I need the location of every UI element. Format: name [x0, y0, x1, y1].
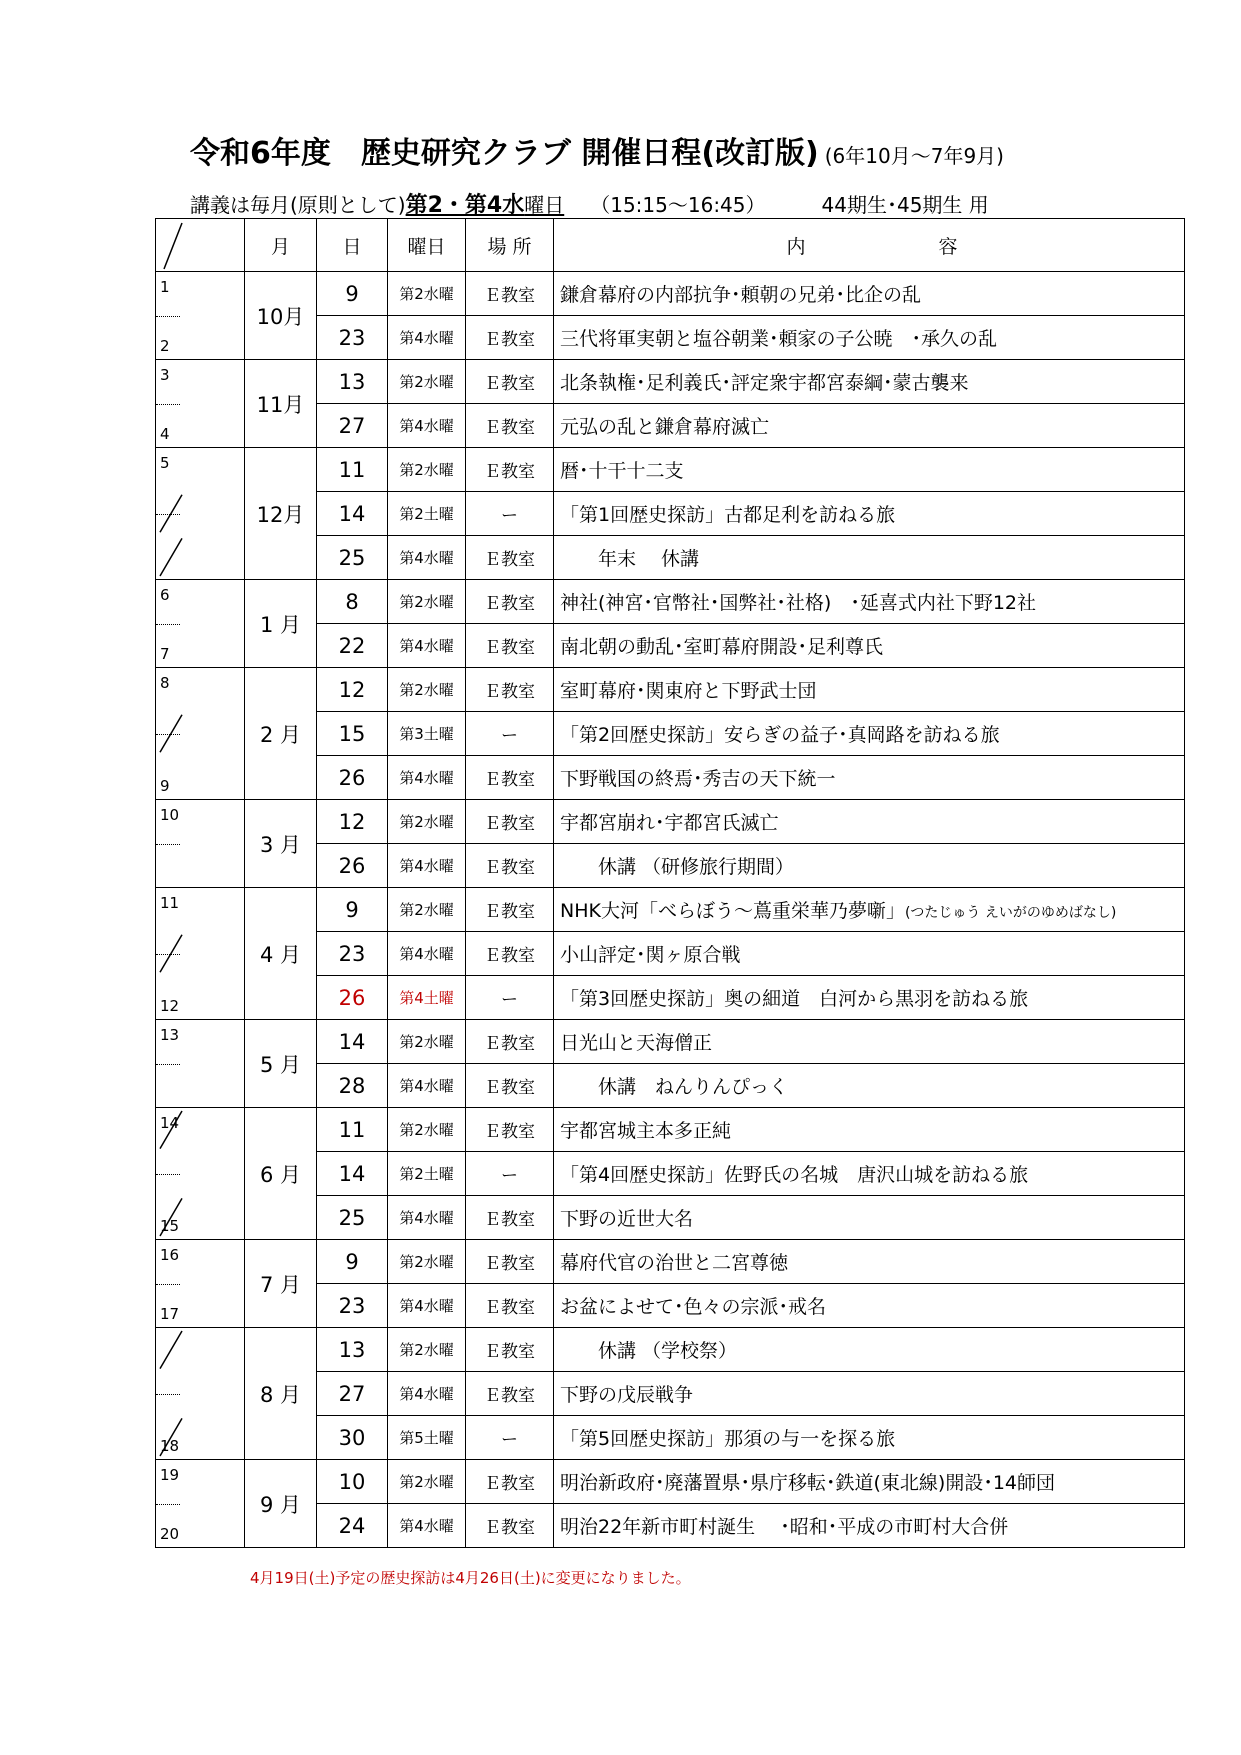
- title-main: 令和6年度 歴史研究クラブ 開催日程(改訂版): [190, 136, 819, 171]
- lecture-number-top: 13: [160, 1026, 180, 1044]
- day-cell: 22: [317, 624, 388, 668]
- weekday-cell: 第4水曜: [388, 756, 466, 800]
- day-cell: 9: [317, 888, 388, 932]
- content-text: 下野の近世大名: [560, 1208, 694, 1230]
- day-cell: 8: [317, 580, 388, 624]
- month-cell: 9 月: [245, 1460, 317, 1548]
- page-title: [190, 128, 1004, 172]
- header-content: 内 容: [554, 219, 1185, 272]
- content-text: 休講 （研修旅行期間）: [560, 856, 795, 878]
- lecture-number-cell: [156, 448, 245, 580]
- lecture-number-cell: [156, 1460, 245, 1548]
- content-text: 宇都宮城主本多正純: [560, 1120, 732, 1142]
- content-cell: [554, 624, 1185, 668]
- dotted-divider: [156, 1394, 180, 1395]
- content-text: 「第4回歴史探訪」佐野氏の名城 唐沢山城を訪ねる旅: [560, 1164, 1029, 1186]
- month-cell: 4 月: [245, 888, 317, 1020]
- content-text: 幕府代官の治世と二宮尊徳: [560, 1252, 789, 1274]
- subtitle-pre: 講義は毎月(原則として): [190, 193, 406, 217]
- day-cell: 24: [317, 1504, 388, 1548]
- weekday-cell: 第4水曜: [388, 1196, 466, 1240]
- day-cell: 23: [317, 932, 388, 976]
- place-cell: Ｅ教室: [466, 1108, 554, 1152]
- content-cell: [554, 888, 1185, 932]
- header-weekday: 曜日: [388, 219, 466, 272]
- lecture-number-bottom: 7: [160, 645, 170, 663]
- place-cell: Ｅ教室: [466, 1064, 554, 1108]
- content-cell: [554, 668, 1185, 712]
- subtitle-cohort: 44期生･45期生 用: [821, 193, 989, 217]
- title-period: (6年10月～7年9月): [824, 144, 1004, 168]
- month-cell: 11月: [245, 360, 317, 448]
- content-annotation: (つたじゅう えいがのゆめばなし): [904, 905, 1117, 921]
- dotted-divider: [156, 514, 180, 515]
- dotted-divider: [156, 316, 180, 317]
- weekday-cell: 第4水曜: [388, 536, 466, 580]
- day-cell: 27: [317, 1372, 388, 1416]
- table-row: [156, 1328, 1185, 1372]
- lecture-number-bottom: 15: [160, 1217, 180, 1235]
- place-cell: ー: [466, 976, 554, 1020]
- lecture-number-cell: [156, 1240, 245, 1328]
- table-row: [156, 1460, 1185, 1504]
- weekday-cell: 第2水曜: [388, 1108, 466, 1152]
- lecture-number-cell: [156, 1108, 245, 1240]
- table-row: [156, 800, 1185, 844]
- weekday-cell: 第4水曜: [388, 932, 466, 976]
- place-cell: Ｅ教室: [466, 800, 554, 844]
- lecture-number-bottom: 2: [160, 337, 170, 355]
- month-cell: 1 月: [245, 580, 317, 668]
- day-cell: 13: [317, 360, 388, 404]
- content-cell: [554, 800, 1185, 844]
- lecture-number-top: 11: [160, 894, 180, 912]
- day-cell: 12: [317, 800, 388, 844]
- content-text: 「第2回歴史探訪」安らぎの益子･真岡路を訪ねる旅: [560, 724, 1000, 746]
- lecture-number-cell: [156, 1328, 245, 1460]
- day-cell: 28: [317, 1064, 388, 1108]
- place-cell: Ｅ教室: [466, 360, 554, 404]
- day-cell: 23: [317, 316, 388, 360]
- place-cell: Ｅ教室: [466, 536, 554, 580]
- lecture-number-cell: [156, 580, 245, 668]
- content-cell: [554, 1328, 1185, 1372]
- content-text: 休講 ねんりんぴっく: [560, 1076, 789, 1098]
- lecture-number-top: 10: [160, 806, 180, 824]
- day-cell: 25: [317, 536, 388, 580]
- place-cell: Ｅ教室: [466, 1284, 554, 1328]
- slash-line: [160, 538, 182, 576]
- lecture-number-cell: [156, 360, 245, 448]
- place-cell: ー: [466, 1416, 554, 1460]
- lecture-number-bottom: 18: [160, 1437, 180, 1455]
- dotted-divider: [156, 734, 180, 735]
- content-text: 小山評定･関ヶ原合戦: [560, 944, 741, 966]
- month-cell: 10月: [245, 272, 317, 360]
- content-text: 明治22年新市町村誕生 ･昭和･平成の市町村大合併: [560, 1516, 1009, 1538]
- lecture-number-top: 8: [160, 674, 170, 692]
- day-cell: 12: [317, 668, 388, 712]
- day-cell: 15: [317, 712, 388, 756]
- content-cell: [554, 1372, 1185, 1416]
- table-row: [156, 272, 1185, 316]
- day-cell: 23: [317, 1284, 388, 1328]
- content-text: 下野の戊辰戦争: [560, 1384, 694, 1406]
- month-cell: 6 月: [245, 1108, 317, 1240]
- place-cell: Ｅ教室: [466, 448, 554, 492]
- table-row: [156, 888, 1185, 932]
- content-text: 「第3回歴史探訪」奥の細道 白河から黒羽を訪ねる旅: [560, 988, 1029, 1010]
- content-text: 年末 休講: [560, 548, 700, 570]
- content-cell: [554, 1284, 1185, 1328]
- content-text: お盆によせて･色々の宗派･戒名: [560, 1296, 827, 1318]
- month-cell: 5 月: [245, 1020, 317, 1108]
- change-note: 4月19日(土)予定の歴史探訪は4月26日(土)に変更になりました。: [250, 1569, 691, 1587]
- content-text: 三代将軍実朝と塩谷朝業･頼家の子公暁 ･承久の乱: [560, 328, 998, 350]
- weekday-cell: 第2水曜: [388, 1240, 466, 1284]
- lecture-number-top: 6: [160, 586, 170, 604]
- lecture-number-bottom: 17: [160, 1305, 180, 1323]
- dotted-divider: [156, 1504, 180, 1505]
- content-text: 下野戦国の終焉･秀吉の天下統一: [560, 768, 836, 790]
- content-text: 室町幕府･関東府と下野武士団: [560, 680, 817, 702]
- slash-line: [160, 1331, 182, 1369]
- day-cell: 11: [317, 448, 388, 492]
- dotted-divider: [156, 1284, 180, 1285]
- weekday-cell: 第4水曜: [388, 844, 466, 888]
- day-cell: 25: [317, 1196, 388, 1240]
- content-cell: [554, 492, 1185, 536]
- place-cell: Ｅ教室: [466, 1460, 554, 1504]
- month-cell: 12月: [245, 448, 317, 580]
- day-cell: 26: [317, 976, 388, 1020]
- table-row: [156, 1020, 1185, 1064]
- weekday-cell: 第2水曜: [388, 1328, 466, 1372]
- content-cell: [554, 360, 1185, 404]
- weekday-cell: 第2水曜: [388, 888, 466, 932]
- header-place: 場 所: [466, 219, 554, 272]
- dotted-divider: [156, 1064, 180, 1065]
- content-cell: [554, 580, 1185, 624]
- content-text: NHK大河「べらぼう～蔦重栄華乃夢噺」: [560, 900, 905, 922]
- content-cell: [554, 1504, 1185, 1548]
- content-text: 南北朝の動乱･室町幕府開設･足利尊氏: [560, 636, 884, 658]
- day-cell: 27: [317, 404, 388, 448]
- table-row: [156, 448, 1185, 492]
- table-row: [156, 580, 1185, 624]
- weekday-cell: 第2水曜: [388, 272, 466, 316]
- place-cell: Ｅ教室: [466, 580, 554, 624]
- lecture-number-cell: [156, 668, 245, 800]
- weekday-cell: 第2水曜: [388, 800, 466, 844]
- lecture-number-bottom: 12: [160, 997, 180, 1015]
- schedule-subtitle: [190, 188, 989, 219]
- table-row: [156, 360, 1185, 404]
- content-cell: [554, 756, 1185, 800]
- weekday-cell: 第2土曜: [388, 492, 466, 536]
- place-cell: Ｅ教室: [466, 1196, 554, 1240]
- lecture-number-top: 19: [160, 1466, 180, 1484]
- lecture-number-cell: [156, 272, 245, 360]
- content-cell: [554, 1108, 1185, 1152]
- day-cell: 13: [317, 1328, 388, 1372]
- month-cell: 2 月: [245, 668, 317, 800]
- lecture-number-top: 1: [160, 278, 170, 296]
- dotted-divider: [156, 404, 180, 405]
- content-cell: [554, 1460, 1185, 1504]
- content-cell: [554, 712, 1185, 756]
- day-cell: 10: [317, 1460, 388, 1504]
- content-cell: [554, 932, 1185, 976]
- content-cell: [554, 536, 1185, 580]
- header-corner: [156, 219, 245, 272]
- place-cell: Ｅ教室: [466, 668, 554, 712]
- day-cell: 9: [317, 1240, 388, 1284]
- lecture-number-top: 16: [160, 1246, 180, 1264]
- content-cell: [554, 272, 1185, 316]
- weekday-cell: 第4水曜: [388, 404, 466, 448]
- place-cell: ー: [466, 712, 554, 756]
- content-text: 「第1回歴史探訪」古都足利を訪ねる旅: [560, 504, 896, 526]
- content-cell: [554, 316, 1185, 360]
- weekday-cell: 第3土曜: [388, 712, 466, 756]
- place-cell: ー: [466, 492, 554, 536]
- place-cell: Ｅ教室: [466, 1020, 554, 1064]
- place-cell: Ｅ教室: [466, 624, 554, 668]
- subtitle-emphasis: 第2・第4水曜日: [405, 193, 565, 218]
- weekday-cell: 第2水曜: [388, 668, 466, 712]
- weekday-cell: 第4水曜: [388, 1064, 466, 1108]
- content-cell: [554, 1240, 1185, 1284]
- day-cell: 9: [317, 272, 388, 316]
- header-day: 日: [317, 219, 388, 272]
- place-cell: Ｅ教室: [466, 316, 554, 360]
- lecture-number-bottom: 20: [160, 1525, 180, 1543]
- place-cell: ー: [466, 1152, 554, 1196]
- lecture-number-cell: [156, 800, 245, 888]
- place-cell: Ｅ教室: [466, 1328, 554, 1372]
- place-cell: Ｅ教室: [466, 888, 554, 932]
- month-cell: 7 月: [245, 1240, 317, 1328]
- content-cell: [554, 448, 1185, 492]
- table-row: [156, 668, 1185, 712]
- dotted-divider: [156, 844, 180, 845]
- table-row: [156, 1108, 1185, 1152]
- place-cell: Ｅ教室: [466, 1372, 554, 1416]
- content-text: 明治新政府･廃藩置県･県庁移転･鉄道(東北線)開設･14師団: [560, 1472, 1056, 1494]
- header-month: 月: [245, 219, 317, 272]
- weekday-cell: 第2土曜: [388, 1152, 466, 1196]
- dotted-divider: [156, 1174, 180, 1175]
- place-cell: Ｅ教室: [466, 1240, 554, 1284]
- content-text: 宇都宮崩れ･宇都宮氏滅亡: [560, 812, 779, 834]
- day-cell: 14: [317, 1152, 388, 1196]
- weekday-cell: 第2水曜: [388, 580, 466, 624]
- weekday-cell: 第5土曜: [388, 1416, 466, 1460]
- weekday-cell: 第4土曜: [388, 976, 466, 1020]
- content-text: 元弘の乱と鎌倉幕府滅亡: [560, 416, 770, 438]
- place-cell: Ｅ教室: [466, 1504, 554, 1548]
- table-row: [156, 1240, 1185, 1284]
- content-text: 日光山と天海僧正: [560, 1032, 713, 1054]
- weekday-cell: 第2水曜: [388, 1460, 466, 1504]
- weekday-cell: 第4水曜: [388, 624, 466, 668]
- day-cell: 14: [317, 492, 388, 536]
- weekday-cell: 第4水曜: [388, 1284, 466, 1328]
- content-cell: [554, 404, 1185, 448]
- weekday-cell: 第2水曜: [388, 360, 466, 404]
- place-cell: Ｅ教室: [466, 272, 554, 316]
- content-cell: [554, 1196, 1185, 1240]
- day-cell: 30: [317, 1416, 388, 1460]
- content-text: 北条執権･足利義氏･評定衆宇都宮泰綱･蒙古襲来: [560, 372, 969, 394]
- schedule-table: [155, 218, 1185, 1548]
- content-text: 暦･十干十二支: [560, 460, 684, 482]
- day-cell: 26: [317, 756, 388, 800]
- content-text: 神社(神宮･官幣社･国弊社･社格) ･延喜式内社下野12社: [560, 592, 1037, 614]
- month-cell: 8 月: [245, 1328, 317, 1460]
- month-cell: 3 月: [245, 800, 317, 888]
- subtitle-time: （15:15～16:45）: [590, 193, 766, 217]
- content-text: 鎌倉幕府の内部抗争･頼朝の兄弟･比企の乱: [560, 284, 922, 306]
- content-text: 休講 （学校祭）: [560, 1340, 738, 1362]
- lecture-number-top: 5: [160, 454, 170, 472]
- content-cell: [554, 1020, 1185, 1064]
- lecture-number-bottom: 9: [160, 777, 170, 795]
- dotted-divider: [156, 624, 180, 625]
- content-cell: [554, 976, 1185, 1020]
- weekday-cell: 第2水曜: [388, 448, 466, 492]
- weekday-cell: 第4水曜: [388, 1372, 466, 1416]
- content-cell: [554, 1416, 1185, 1460]
- weekday-cell: 第2水曜: [388, 1020, 466, 1064]
- dotted-divider: [156, 954, 180, 955]
- day-cell: 26: [317, 844, 388, 888]
- place-cell: Ｅ教室: [466, 756, 554, 800]
- content-cell: [554, 1064, 1185, 1108]
- lecture-number-top: 3: [160, 366, 170, 384]
- day-cell: 14: [317, 1020, 388, 1064]
- place-cell: Ｅ教室: [466, 404, 554, 448]
- lecture-number-bottom: 4: [160, 425, 170, 443]
- lecture-number-cell: [156, 888, 245, 1020]
- content-cell: [554, 844, 1185, 888]
- day-cell: 11: [317, 1108, 388, 1152]
- weekday-cell: 第4水曜: [388, 1504, 466, 1548]
- weekday-cell: 第4水曜: [388, 316, 466, 360]
- lecture-number-top: 14: [160, 1114, 180, 1132]
- place-cell: Ｅ教室: [466, 844, 554, 888]
- diagonal-slash-icon: [156, 219, 244, 271]
- table-header-row: [156, 219, 1185, 272]
- lecture-number-cell: [156, 1020, 245, 1108]
- content-text: 「第5回歴史探訪」那須の与一を探る旅: [560, 1428, 896, 1450]
- place-cell: Ｅ教室: [466, 932, 554, 976]
- content-cell: [554, 1152, 1185, 1196]
